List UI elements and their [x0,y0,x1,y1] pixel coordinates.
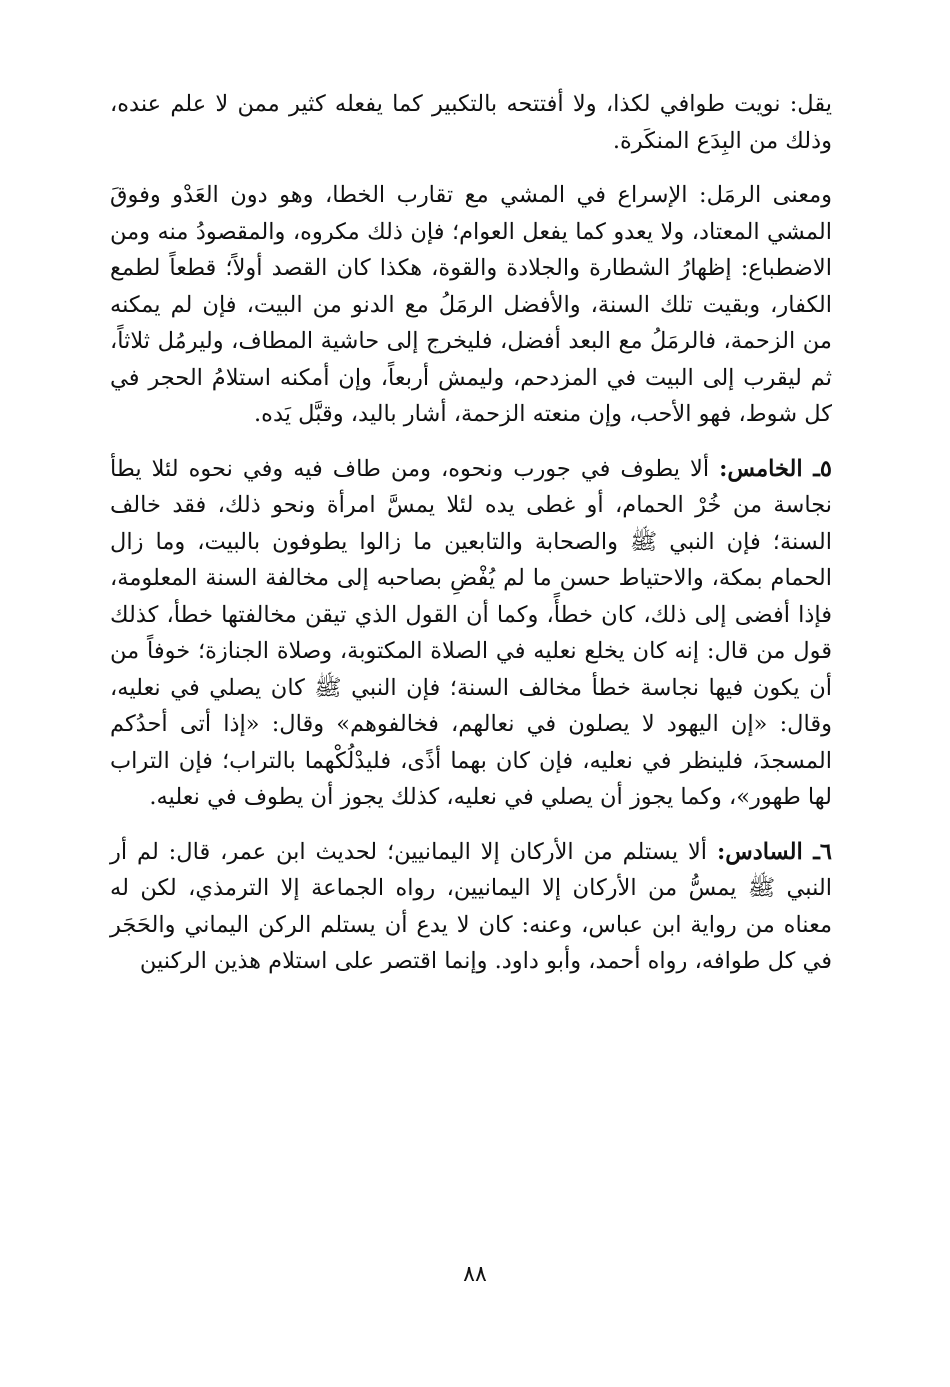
paragraph-4 [110,834,832,980]
paragraph-3 [110,451,832,816]
paragraph-1-text: يقل: نويت طوافي لكذا، ولا أفتتحه بالتكبير كما يفعله كثير ممن لا علم عنده، وذلك من البِدَع المنكَرة. [110,91,832,154]
paragraph-2 [110,177,832,433]
body-text [110,86,832,980]
paragraph-4-text: ألا يستلم من الأركان إلا اليمانيين؛ لحديث ابن عمر، قال: لم أر النبي ﷺ يمسُّ من الأركان إلا اليمانيين، رواه الجماعة إلا الترمذي، لكن له معناه من رواية ابن عباس، وعنه: كان لا يدع أن يستلم الركن اليماني والحَجَر في كل طوافه، رواه أحمد، وأبو داود. وإنما اقتصر على استلام هذين الركنين [110,838,832,974]
paragraph-3-heading: ٥ـ الخامس: [719,455,832,482]
paragraph-2-text: ومعنى الرمَل: الإسراع في المشي مع تقارب الخطا، وهو دون العَدْو وفوقَ المشي المعتاد، ولا يعدو كما يفعل العوام؛ فإن ذلك مكروه، والمقصودُ منه ومن الاضطباع: إظهارُ الشطارة والجلادة والقوة، هكذا كان القصد أولاً؛ قطعاً لطمع الكفار، وبقيت تلك السنة، والأفضل الرمَلُ مع الدنو من البيت، فإن لم يمكنه من الزحمة، فالرمَلُ مع البعد أفضل، فليخرج إلى حاشية المطاف، وليرمُل ثلاثاً، ثم ليقرب إلى البيت في المزدحم، وليمش أربعاً، وإن أمكنه استلامُ الحجر في كل شوط، فهو الأحب، وإن منعته الزحمة، أشار باليد، وقبَّل يَده. [110,182,832,427]
paragraph-4-heading: ٦ـ السادس: [716,838,832,865]
page-number: ٨٨ [463,1262,487,1287]
paragraph-1 [110,86,832,159]
paragraph-3-text: ألا يطوف في جورب ونحوه، ومن طاف فيه وفي نحوه لئلا يطأ نجاسة من خُرْ الحمام، أو غطى يده لئلا يمسَّ امرأة ونحو ذلك، فقد خالف السنة؛ فإن النبي ﷺ والصحابة والتابعين ما زالوا يطوفون بالبيت، وما زال الحمام بمكة، والاحتياط حسن ما لم يُفْضِ بصاحبه إلى مخالفة السنة المعلومة، فإذا أفضى إلى ذلك، كان خطأً، وكما أن القول الذي تيقن مخالفتها خطأ، كذلك قول من قال: إنه كان يخلع نعليه في الصلاة المكتوبة، وصلاة الجنازة؛ خوفاً من أن يكون فيها نجاسة خطأ مخالف السنة؛ فإن النبي ﷺ كان يصلي في نعليه، وقال: «إن اليهود لا يصلون في نعالهم، فخالفوهم» وقال: «إذا أتى أحدُكم المسجدَ، فلينظر في نعليه، فإن كان بهما أذًى، فليدْلُكْهما بالتراب؛ فإن التراب لها طهور»، وكما يجوز أن يصلي في نعليه، كذلك يجوز أن يطوف في نعليه. [110,455,832,810]
